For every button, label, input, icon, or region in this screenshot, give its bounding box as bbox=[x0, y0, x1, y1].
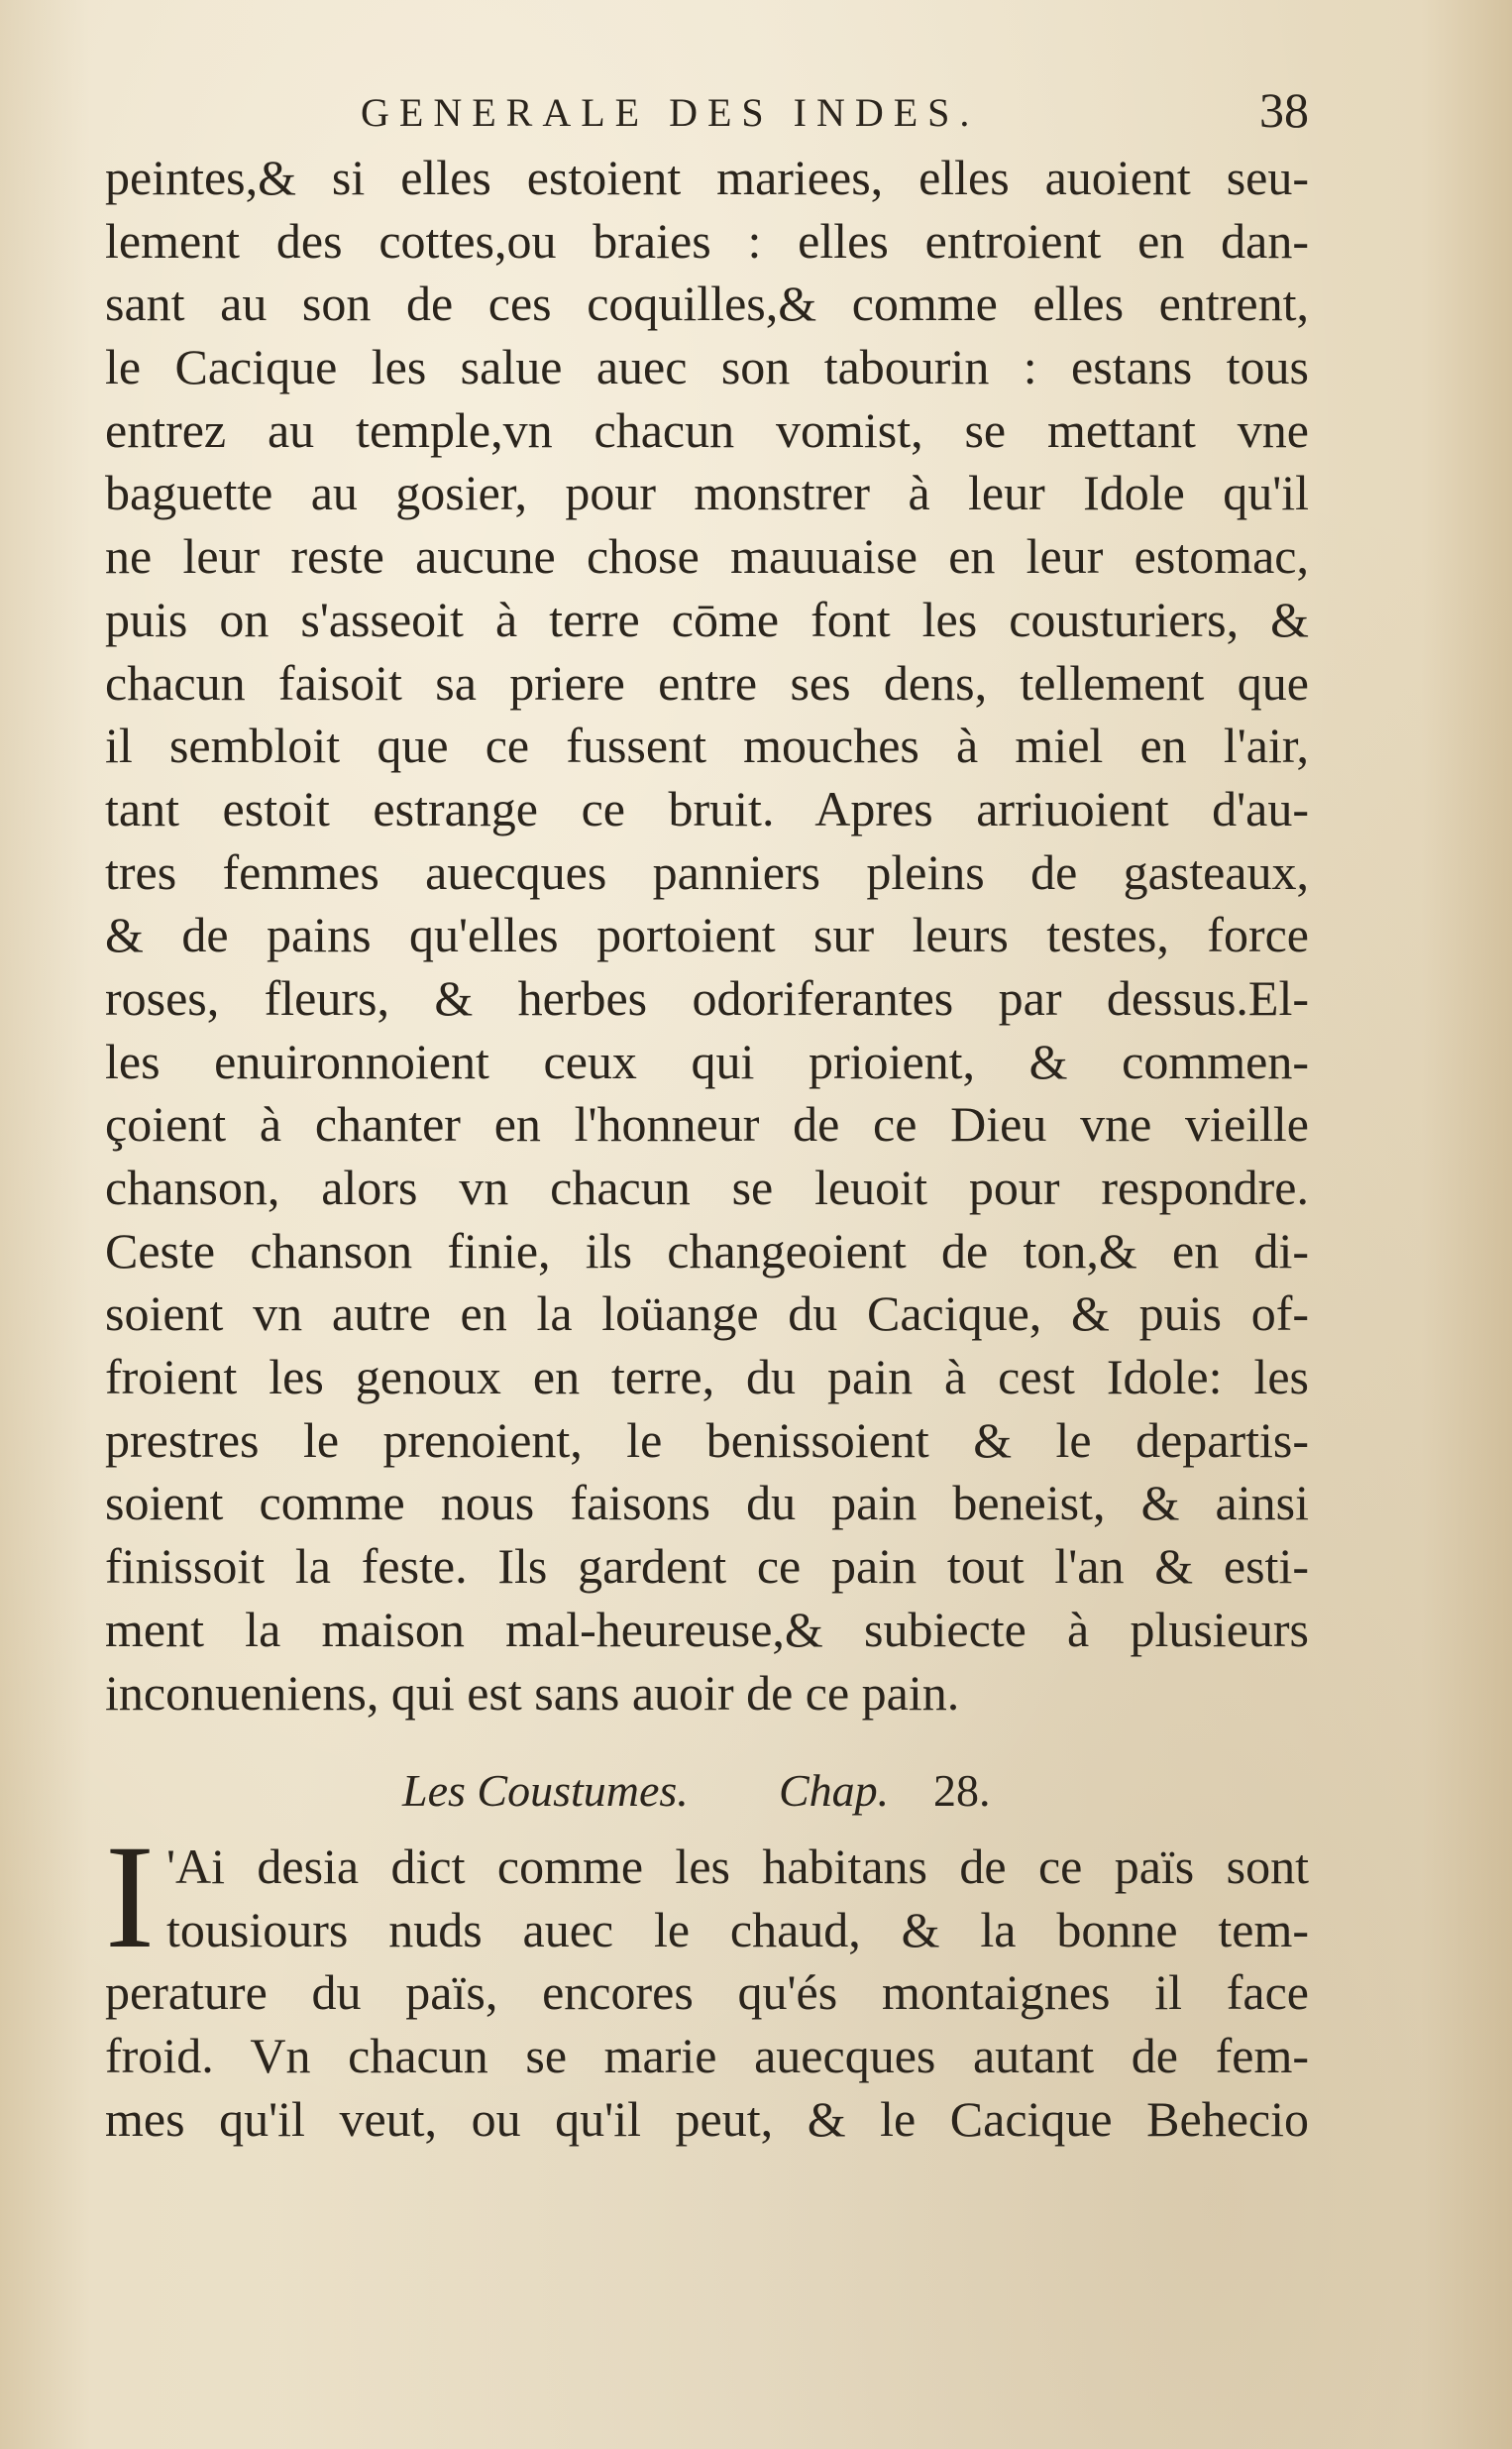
text-line: tousiours nuds auec le chaud, & la bonne tem- bbox=[166, 1901, 1309, 1957]
chapter-heading bbox=[105, 1764, 1309, 1834]
text-line: tres femmes auecques panniers pleins de gasteaux, bbox=[105, 843, 1309, 900]
text-line: perature du païs, encores qu'és montaignes il face bbox=[105, 1964, 1309, 2021]
text-line: & de pains qu'elles portoient sur leurs testes, force bbox=[105, 907, 1309, 963]
text-line: froient les genoux en terre, du pain à cest Idole: les bbox=[105, 1349, 1309, 1405]
text-line: les enuironnoient ceux qui prioient, & commen- bbox=[105, 1033, 1309, 1089]
text-line: soient vn autre en la loüange du Cacique, & puis of- bbox=[105, 1285, 1309, 1342]
drop-cap: I bbox=[105, 1815, 155, 1979]
text-line: entrez au temple,vn chacun vomist, se mettant vne bbox=[105, 401, 1309, 458]
text-line: mes qu'il veut, ou qu'il peut, & le Cacique Behecio bbox=[105, 2090, 1309, 2147]
text-line: peintes,& si elles estoient mariees, elles auoient seu- bbox=[105, 150, 1309, 205]
page-number: 38 bbox=[1259, 82, 1309, 138]
text-line: Ceste chanson finie, ils changeoient de ton,& en di- bbox=[105, 1222, 1309, 1279]
text-line: inconueniens, qui est sans auoir de ce pain. bbox=[105, 1664, 960, 1721]
text-line: ne leur reste aucune chose mauuaise en leur estomac, bbox=[105, 528, 1309, 585]
chapter-body bbox=[105, 1815, 1309, 2151]
text-line: le Cacique les salue auec son tabourin : estans tous bbox=[105, 339, 1309, 395]
text-line: tant estoit estrange ce bruit. Apres arriuoient d'au- bbox=[105, 780, 1309, 836]
text-line: baguette au gosier, pour monstrer à leur Idole qu'il bbox=[105, 465, 1309, 521]
text-line: chanson, alors vn chacun se leuoit pour respondre. bbox=[105, 1160, 1309, 1215]
text-line: lement des cottes,ou braies : elles entroient en dan- bbox=[105, 212, 1309, 269]
text-line: froid. Vn chacun se marie auecques autant de fem- bbox=[105, 2028, 1309, 2084]
running-head: GENERALE DES INDES. bbox=[361, 90, 980, 135]
text-line: finissoit la feste. Ils gardent ce pain tout l'an & esti- bbox=[105, 1538, 1309, 1595]
chapter-title: Les Coustumes. bbox=[402, 1765, 689, 1816]
text-line: il sembloit que ce fussent mouches à miel en l'air, bbox=[105, 718, 1309, 774]
text-line: prestres le prenoient, le benissoient & le departis- bbox=[105, 1411, 1309, 1468]
text-line: puis on s'asseoit à terre cōme font les cousturiers, & bbox=[105, 591, 1309, 647]
text-line: ment la maison mal-heureuse,& subiecte à plusieurs bbox=[105, 1601, 1309, 1657]
text-line: roses, fleurs, & herbes odoriferantes par dessus.El- bbox=[105, 969, 1309, 1026]
text-line: çoient à chanter en l'honneur de ce Dieu vne vieille bbox=[105, 1096, 1309, 1153]
chapter-number: 28. bbox=[933, 1765, 991, 1816]
chapter-label: Chap. bbox=[779, 1765, 890, 1816]
text-line: soient comme nous faisons du pain beneist, & ainsi bbox=[105, 1475, 1309, 1531]
body-text bbox=[105, 147, 1309, 1725]
text-line: 'Ai desia dict comme les habitans de ce païs sont bbox=[166, 1838, 1309, 1894]
page-header bbox=[105, 81, 1309, 151]
text-line: chacun faisoit sa priere entre ses dens, tellement que bbox=[105, 654, 1309, 711]
text-line: sant au son de ces coquilles,& comme elles entrent, bbox=[105, 276, 1309, 332]
